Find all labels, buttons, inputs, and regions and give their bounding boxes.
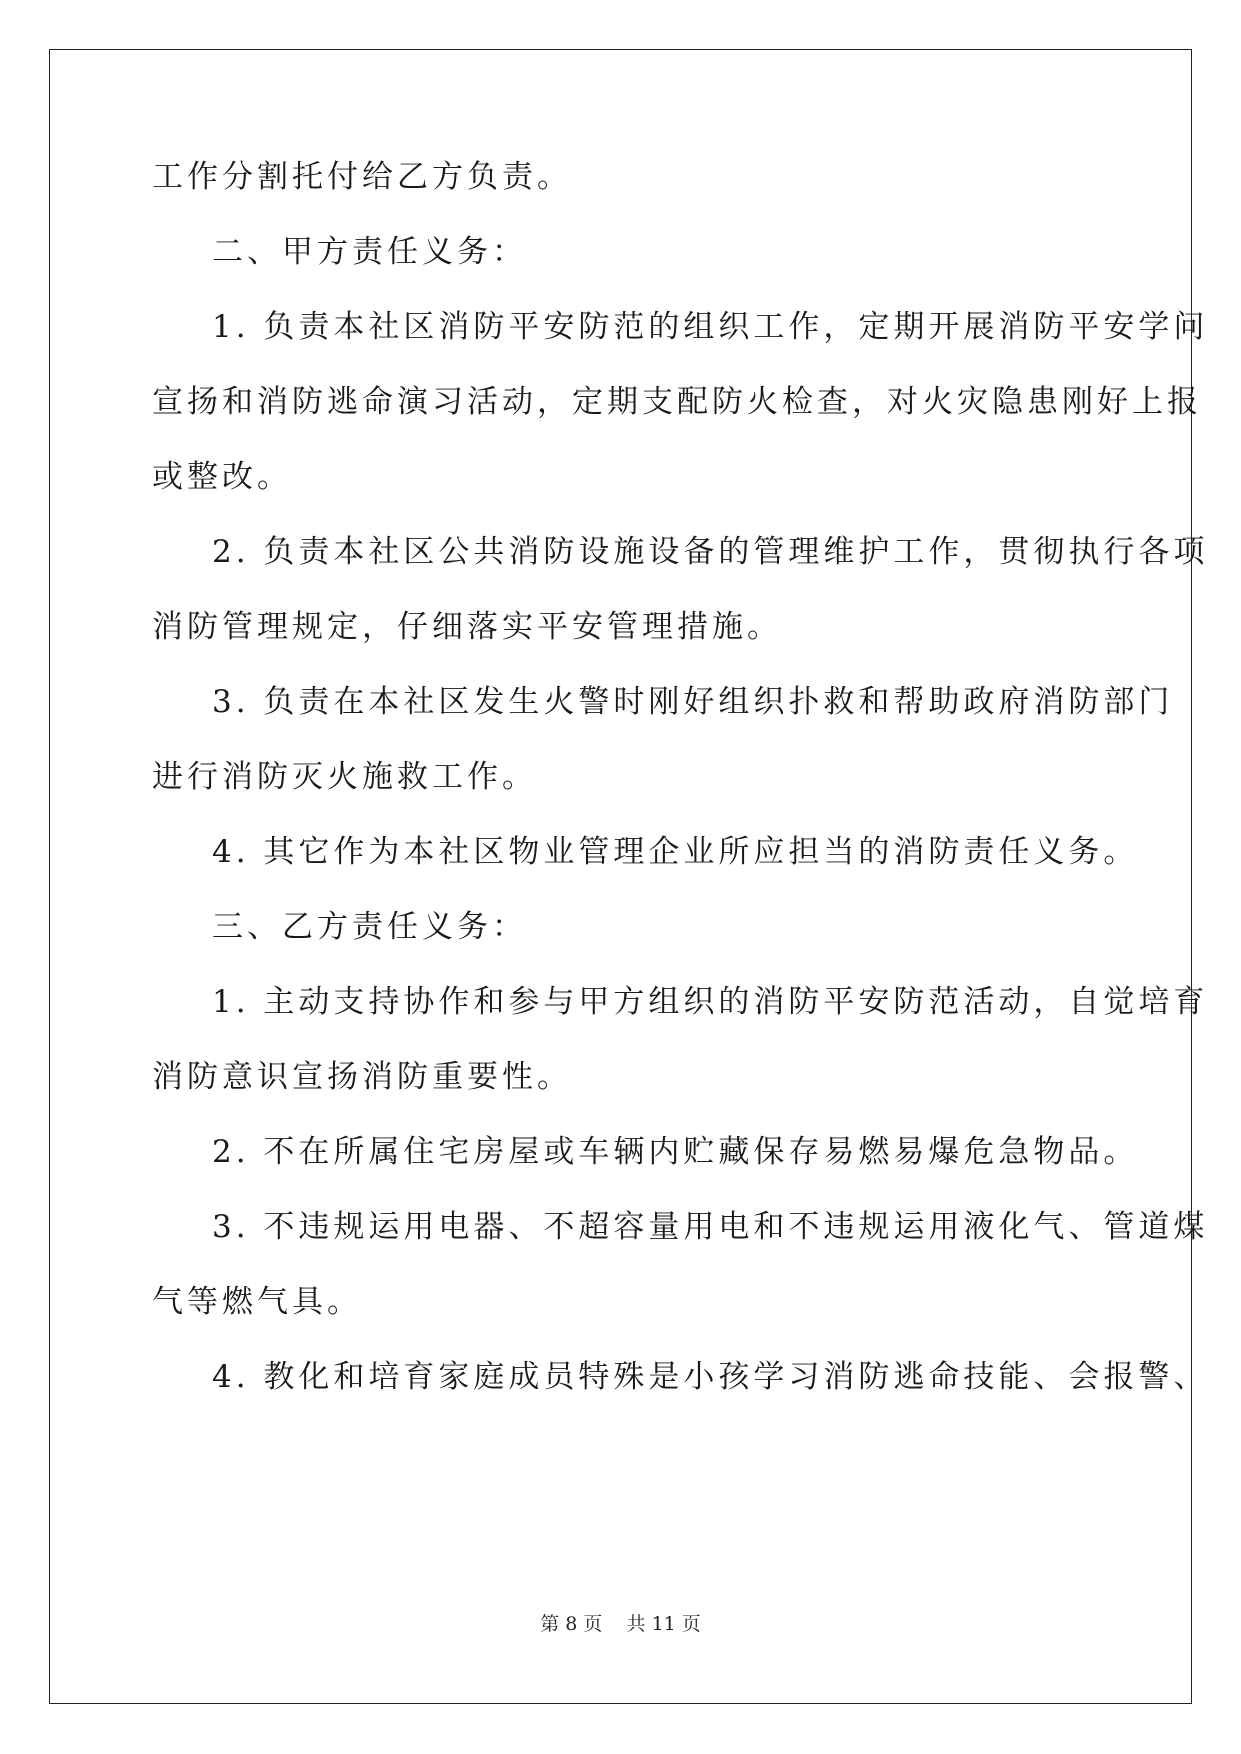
text-line: 消防管理规定，仔细落实平安管理措施。 — [152, 609, 782, 645]
text-line: 3. 负责在本社区发生火警时刚好组织扑救和帮助政府消防部门 — [212, 684, 1174, 720]
text-line: 宣扬和消防逃命演习活动，定期支配防火检查，对火灾隐患刚好上报 — [152, 384, 1202, 420]
text-line: 2. 负责本社区公共消防设施设备的管理维护工作，贯彻执行各项 — [212, 534, 1209, 570]
text-line: 工作分割托付给乙方负责。 — [152, 159, 572, 195]
text-line: 进行消防灭火施救工作。 — [152, 759, 537, 795]
section-heading: 二、甲方责任义务： — [212, 234, 527, 270]
text-line: 4. 其它作为本社区物业管理企业所应担当的消防责任义务。 — [212, 834, 1139, 870]
text-line: 3. 不违规运用电器、不超容量用电和不违规运用液化气、管道煤 — [212, 1209, 1209, 1245]
text-line: 1. 主动支持协作和参与甲方组织的消防平安防范活动，自觉培育 — [212, 984, 1209, 1020]
page-number: 第 8 页 共 11 页 — [540, 1613, 701, 1635]
text-line: 2. 不在所属住宅房屋或车辆内贮藏保存易燃易爆危急物品。 — [212, 1134, 1139, 1170]
text-line: 1. 负责本社区消防平安防范的组织工作，定期开展消防平安学问 — [212, 309, 1209, 345]
text-line: 气等燃气具。 — [152, 1284, 362, 1320]
page-border — [49, 49, 1192, 1704]
text-line: 4. 教化和培育家庭成员特殊是小孩学习消防逃命技能、会报警、 — [212, 1359, 1209, 1395]
text-line: 消防意识宣扬消防重要性。 — [152, 1059, 572, 1095]
page-footer — [0, 1612, 1241, 1636]
text-line: 或整改。 — [152, 459, 292, 495]
section-heading: 三、乙方责任义务： — [212, 909, 527, 945]
